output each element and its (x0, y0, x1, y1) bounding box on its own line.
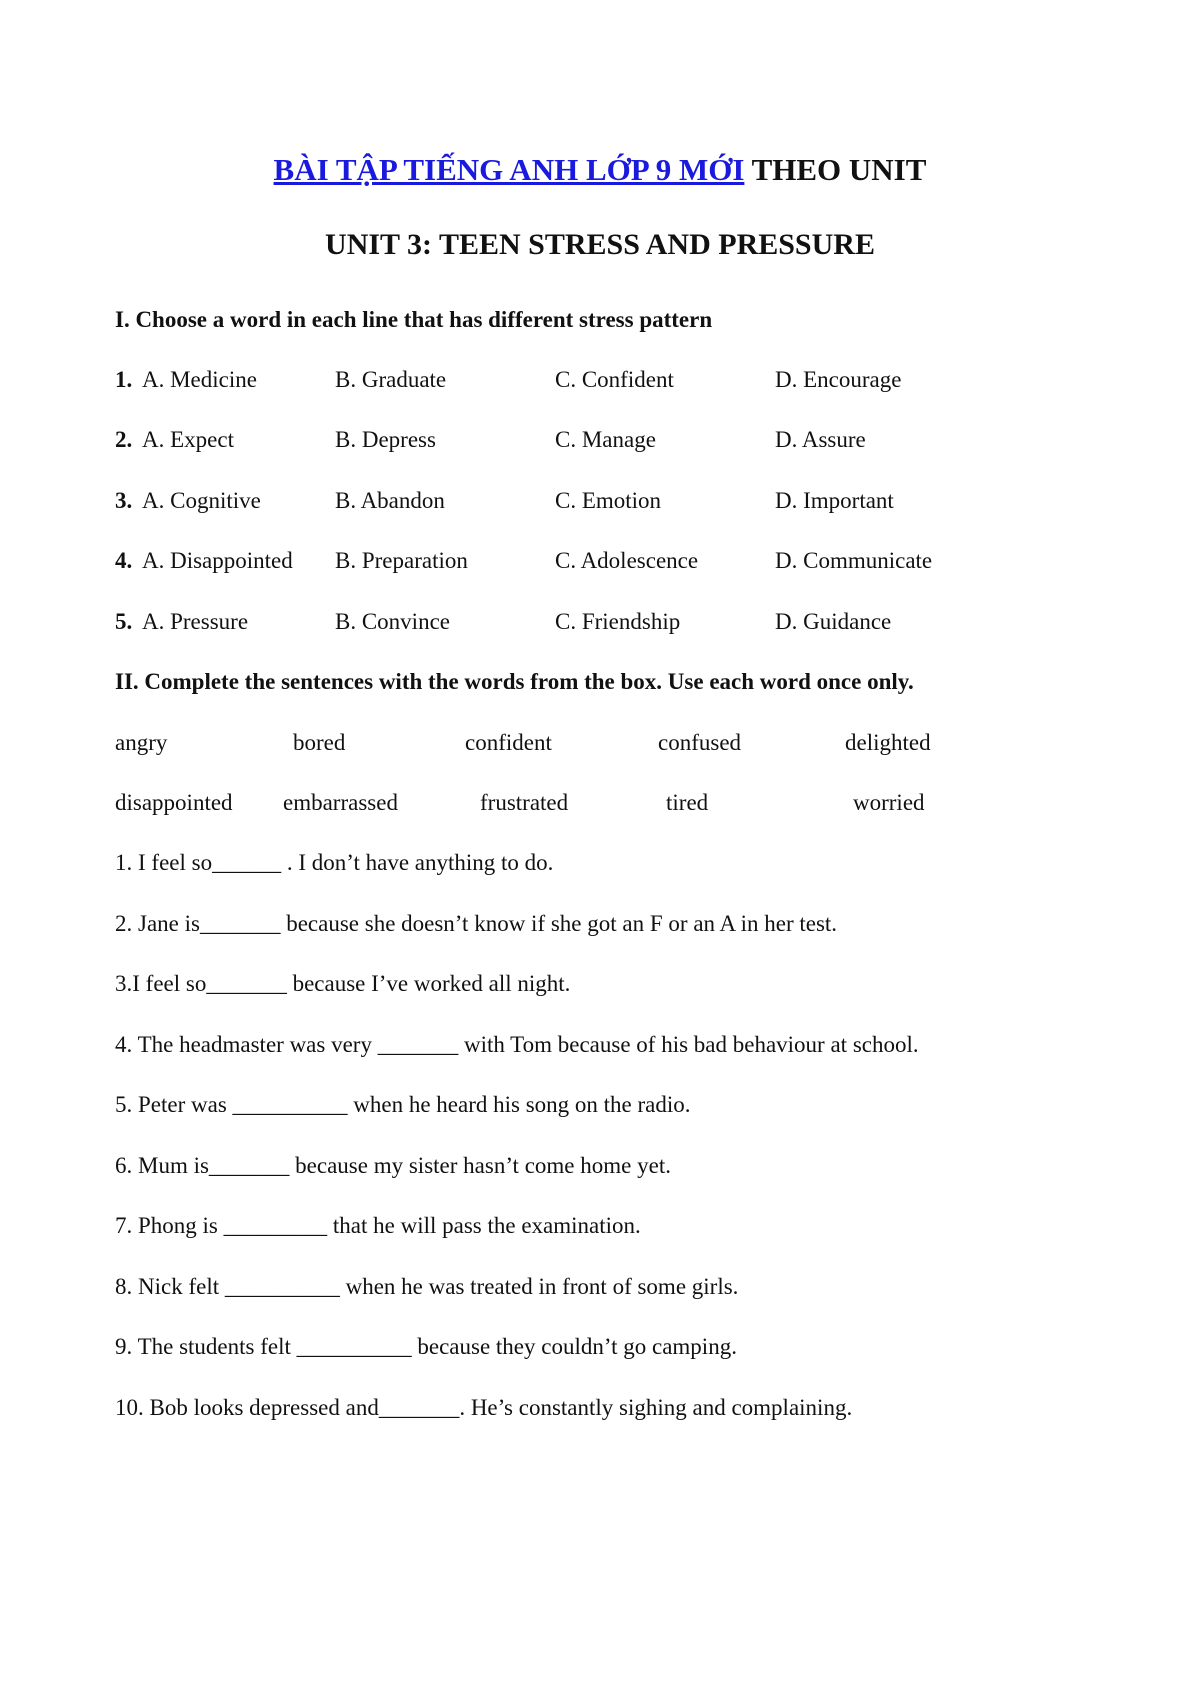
sentence-item: 4. The headmaster was very _______ with Tom because of his bad behaviour at school. (115, 1032, 919, 1057)
word-box-item: tired (666, 790, 709, 815)
sentence-item: 7. Phong is _________ that he will pass the examination. (115, 1213, 641, 1238)
option-d: D. Important (775, 488, 894, 513)
sentence-item: 8. Nick felt __________ when he was treated in front of some girls. (115, 1274, 739, 1299)
option-b: B. Preparation (335, 548, 468, 573)
option-c: C. Confident (555, 367, 674, 392)
option-d: D. Encourage (775, 367, 902, 392)
option-b: B. Abandon (335, 488, 445, 513)
question-number: 3. (115, 488, 133, 513)
option-c: C. Emotion (555, 488, 662, 513)
page-title (0, 150, 1200, 190)
sentence-item: 2. Jane is_______ because she doesn’t know if she got an F or an A in her test. (115, 911, 838, 936)
word-box-item: delighted (845, 730, 931, 755)
option-d: D. Guidance (775, 609, 892, 634)
word-box-item: disappointed (115, 790, 233, 815)
word-box-item: embarrassed (283, 790, 398, 815)
option-a: A. Cognitive (142, 488, 261, 513)
option-c: C. Friendship (555, 609, 681, 634)
option-a: A. Disappointed (142, 548, 293, 573)
stress-question-row (0, 546, 1200, 576)
stress-question-row (0, 365, 1200, 395)
title-suffix: THEO UNIT (744, 152, 927, 187)
option-d: D. Assure (775, 427, 866, 452)
word-box-item: angry (115, 730, 168, 755)
word-box-item: frustrated (480, 790, 569, 815)
option-a: A. Pressure (142, 609, 249, 634)
sentence-item: 3.I feel so_______ because I’ve worked all night. (115, 971, 571, 996)
stress-question-row (0, 425, 1200, 455)
word-box-item: confused (658, 730, 742, 755)
option-a: A. Medicine (142, 367, 257, 392)
option-b: B. Depress (335, 427, 436, 452)
question-number: 5. (115, 609, 133, 634)
sentence-item: 1. I feel so______ . I don’t have anything to do. (115, 850, 554, 875)
title-link[interactable]: BÀI TẬP TIẾNG ANH LỚP 9 MỚI (273, 152, 745, 187)
question-number: 2. (115, 427, 133, 452)
word-box-row (0, 788, 1200, 818)
section2-heading: II. Complete the sentences with the words from the box. Use each word once only. (115, 669, 914, 694)
word-box-row (0, 728, 1200, 758)
question-number: 1. (115, 367, 133, 392)
option-d: D. Communicate (775, 548, 933, 573)
question-number: 4. (115, 548, 133, 573)
option-c: C. Manage (555, 427, 656, 452)
word-box-item: bored (293, 730, 346, 755)
sentence-item: 9. The students felt __________ because they couldn’t go camping. (115, 1334, 737, 1359)
stress-question-row (0, 486, 1200, 516)
stress-question-row (0, 607, 1200, 637)
sentence-item: 6. Mum is_______ because my sister hasn’t come home yet. (115, 1153, 671, 1178)
section1-heading: I. Choose a word in each line that has different stress pattern (115, 307, 713, 332)
option-a: A. Expect (142, 427, 234, 452)
option-c: C. Adolescence (555, 548, 699, 573)
word-box-item: worried (853, 790, 925, 815)
sentence-item: 5. Peter was __________ when he heard his song on the radio. (115, 1092, 691, 1117)
unit-title: UNIT 3: TEEN STRESS AND PRESSURE (325, 228, 875, 261)
option-b: B. Convince (335, 609, 450, 634)
option-b: B. Graduate (335, 367, 447, 392)
word-box-item: confident (465, 730, 552, 755)
sentence-item: 10. Bob looks depressed and_______. He’s constantly sighing and complaining. (115, 1395, 853, 1420)
